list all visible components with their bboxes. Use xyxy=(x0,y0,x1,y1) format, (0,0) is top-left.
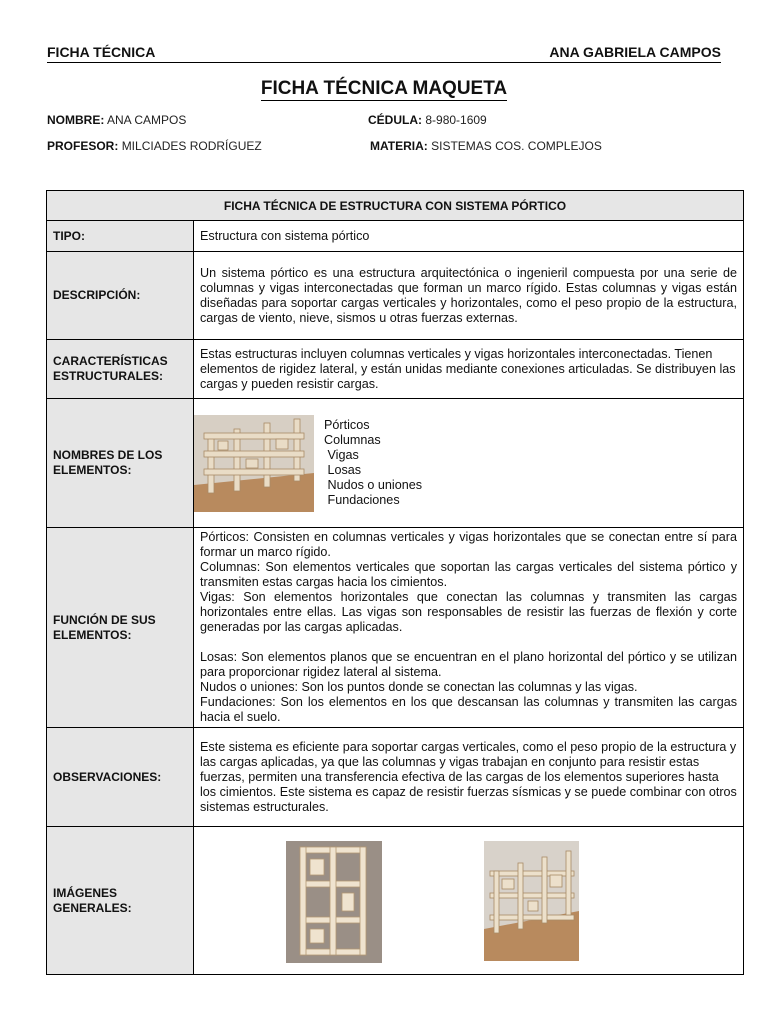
value-funcion xyxy=(194,528,744,728)
meta-nombre: NOMBRE: ANA CAMPOS xyxy=(47,113,187,127)
label-observaciones: OBSERVACIONES: xyxy=(47,728,194,827)
meta-materia: MATERIA: SISTEMAS COS. COMPLEJOS xyxy=(370,139,602,153)
table-heading: FICHA TÉCNICA DE ESTRUCTURA CON SISTEMA PÓRTICO xyxy=(47,191,744,221)
value-tipo: Estructura con sistema pórtico xyxy=(194,221,744,252)
header-left: FICHA TÉCNICA xyxy=(47,44,156,60)
funcion-vigas: Vigas: Son elementos horizontales que conectan las columnas y transmiten las cargas horizontales entre ellas. Las vigas son responsables de resistir las fuerzas de flexión y corte generadas por las cargas aplicadas. xyxy=(200,590,737,634)
list-item: Fundaciones xyxy=(324,493,400,507)
model-photo-thumbnail xyxy=(194,415,314,512)
list-item: Columnas xyxy=(324,433,381,447)
elements-list xyxy=(324,418,422,508)
meta-profesor: PROFESOR: MILCIADES RODRÍGUEZ xyxy=(47,139,262,153)
label-caracteristicas: CARACTERÍSTICAS ESTRUCTURALES: xyxy=(47,340,194,399)
label-tipo: TIPO: xyxy=(47,221,194,252)
value-caracteristicas: Estas estructuras incluyen columnas verticales y vigas horizontales interconectadas. Tienen elementos de rigidez lateral, y están unidas mediante conexiones articuladas. Se distribuyen las cargas y pueden resistir cargas. xyxy=(194,340,744,399)
page-header xyxy=(47,44,721,63)
value-observaciones: Este sistema es eficiente para soportar cargas verticales, como el peso propio de la estructura y las cargas aplicadas, ya que las columnas y vigas trabajan en conjunto para resistir estas fuerzas, permiten una transferencia efectiva de las cargas de los elementos superiores hasta los cimientos. Este sistema es capaz de resistir fuerzas sísmicas y se puede combinar con otros sistemas estructurales. xyxy=(194,728,744,827)
meta-cedula: CÉDULA: 8-980-1609 xyxy=(368,113,487,127)
value-nombres xyxy=(194,399,744,528)
funcion-fundaciones: Fundaciones: Son los elementos en los que descansan las columnas y transmiten las cargas hacia el suelo. xyxy=(200,695,737,724)
list-item: Vigas xyxy=(324,448,359,462)
funcion-porticos: Pórticos: Consisten en columnas verticales y vigas horizontales que se conectan entre sí para formar un marco rígido. xyxy=(200,530,737,559)
value-descripcion: Un sistema pórtico es una estructura arquitectónica o ingenieril compuesta por una serie de columnas y vigas interconectadas que forman un marco rígido. Estas columnas y vigas están diseñadas para soportar cargas verticales y horizontales, como el peso propio de la estructura, cargas de viento, nieve, sismos u otras fuerzas externas. xyxy=(194,252,744,340)
model-photo-perspective xyxy=(484,841,579,961)
header-right: ANA GABRIELA CAMPOS xyxy=(549,44,721,60)
funcion-columnas: Columnas: Son elementos verticales que soportan las cargas verticales del sistema pórtico y transmiten estas cargas hacia los cimientos. xyxy=(200,560,737,589)
funcion-nudos: Nudos o uniones: Son los puntos donde se conectan las columnas y las vigas. xyxy=(200,680,638,694)
label-descripcion: DESCRIPCIÓN: xyxy=(47,252,194,340)
label-nombres: NOMBRES DE LOS ELEMENTOS: xyxy=(47,399,194,528)
list-item: Nudos o uniones xyxy=(324,478,423,492)
list-item: Pórticos xyxy=(324,418,370,432)
page-title: FICHA TÉCNICA MAQUETA xyxy=(260,78,508,99)
list-item: Losas xyxy=(324,463,362,477)
label-funcion: FUNCIÓN DE SUS ELEMENTOS: xyxy=(47,528,194,728)
label-imagenes: IMÁGENES GENERALES: xyxy=(47,827,194,975)
funcion-losas: Losas: Son elementos planos que se encuentran en el plano horizontal del pórtico y se utilizan para proporcionar rigidez lateral al sistema. xyxy=(200,650,737,679)
model-photo-top-view xyxy=(286,841,382,963)
technical-sheet-table xyxy=(46,190,744,975)
value-imagenes xyxy=(194,827,744,975)
